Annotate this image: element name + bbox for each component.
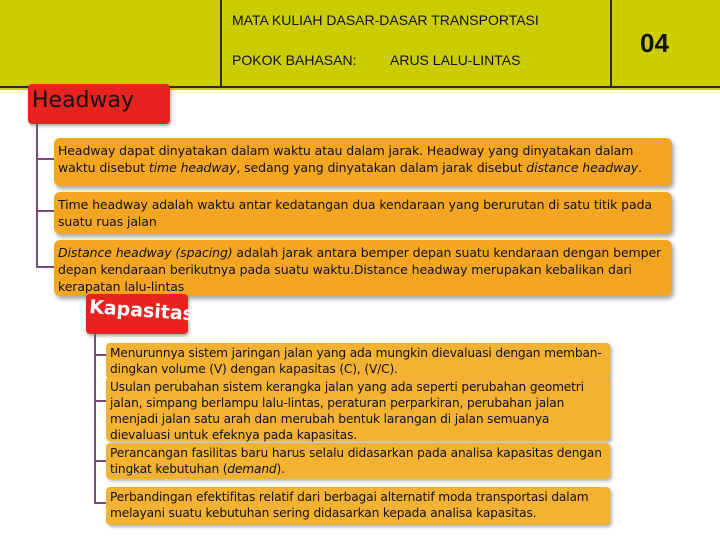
- course-title: MATA KULIAH DASAR-DASAR TRANSPORTASI: [232, 12, 539, 28]
- headway-point: [54, 138, 672, 186]
- point-3-text: adalah jarak antara bemper depan suatu kendaraan dengan bemper depan kendaraan berikutnya pada suatu waktu.Distance headway merupakan kebalikan dari kerapatan lalu-lintas: [58, 245, 662, 294]
- section-connector-vertical: [36, 124, 38, 268]
- topic-label: POKOK BAHASAN:: [232, 52, 357, 68]
- kapasitas-item: [106, 443, 610, 479]
- point-1-term-distance-headway: distance headway: [526, 160, 639, 175]
- topic-value: ARUS LALU-LINTAS: [390, 52, 521, 68]
- point-2-text: Time headway adalah waktu antar kedatangan dua kendaraan yang berurutan di satu titik pada suatu ruas jalan: [58, 197, 652, 229]
- kapasitas-item: [106, 487, 610, 525]
- headway-point: [54, 240, 672, 296]
- item-4-text: Perbandingan efektifitas relatif dari berbagai alternatif moda transportasi dalam melayani suatu kebutuhan sering didasarkan kepada analisa kapasitas.: [110, 490, 589, 520]
- item-3-text-a: Perancangan fasilitas baru harus selalu didasarkan pada analisa kapasitas dengan tingkat kebutuhan (: [110, 446, 602, 476]
- item-1-text: Menurunnya sistem jaringan jalan yang ada mungkin dievaluasi dengan memban-dingkan volume (V) dengan kapasitas (C), (V/C).: [110, 346, 602, 376]
- subsection-connector-vertical: [94, 334, 96, 504]
- headway-point: [54, 192, 672, 234]
- item-3-term-demand: demand: [227, 462, 277, 476]
- section-title: Headway: [32, 88, 135, 113]
- connector-branch-2: [36, 210, 56, 212]
- subsection-title: Kapasitas: [88, 296, 195, 326]
- point-1-text-a: Headway dapat dinyatakan dalam waktu atau dalam jarak. Headway yang dinyatakan dalam waktu disebut: [58, 143, 634, 175]
- point-3-term-distance-headway: Distance headway (spacing): [58, 245, 233, 260]
- kapasitas-item: [106, 377, 610, 441]
- connector-branch-1: [36, 158, 56, 160]
- item-2-text: Usulan perubahan sistem kerangka jalan yang ada seperti perubahan geometri jalan, simpang berlampu lalu-lintas, peraturan perparkiran, perubahan jalan menjadi jalan satu arah dan merubah bentuk larangan di jalan semuanya dievaluasi untuk efeknya pada kapasitas.: [110, 380, 584, 442]
- point-1-term-time-headway: time headway: [148, 160, 237, 175]
- kapasitas-item: [106, 343, 610, 379]
- connector-branch-3: [36, 266, 56, 268]
- slide-number: 04: [640, 28, 669, 58]
- item-3-text-b: ).: [276, 462, 285, 476]
- header-left-cell: [0, 0, 222, 88]
- point-1-text-c: .: [638, 160, 642, 175]
- point-1-text-b: , sedang yang dinyatakan dalam jarak disebut: [236, 160, 527, 175]
